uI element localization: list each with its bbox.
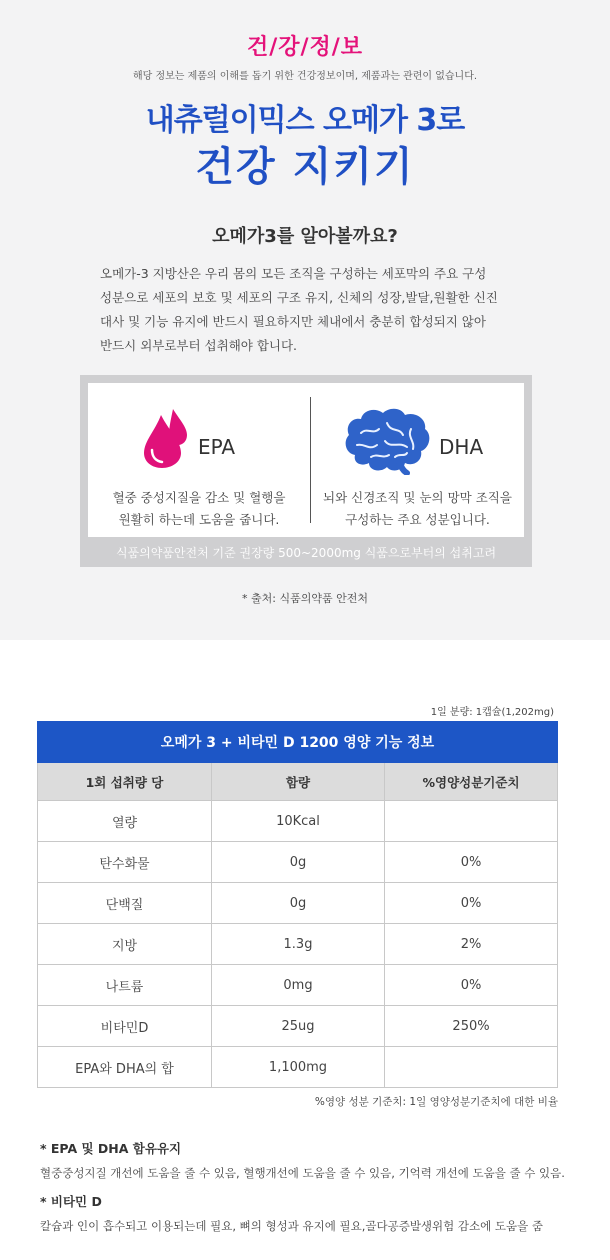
dha-description xyxy=(311,487,524,531)
epa-line: 혈중 중성지질을 감소 및 혈행을 xyxy=(112,490,286,505)
epa-line: 원활히 하는데 도움을 줍니다. xyxy=(118,512,280,527)
note-text-vitamin-d: 칼슘과 인이 흡수되고 이용되는데 필요, 뼈의 형성과 유지에 필요,골다공증발생위험 감소에 도움을 줌 xyxy=(40,1219,543,1233)
nutrient-name: EPA와 DHA의 합 xyxy=(38,1047,212,1088)
nutrient-name: 비타민D xyxy=(38,1006,212,1047)
dha-column xyxy=(311,383,524,537)
nutrient-name: 열량 xyxy=(38,801,212,842)
nutrient-percent: 0% xyxy=(385,883,558,924)
note-title-epa-dha: * EPA 및 DHA 함유유지 xyxy=(40,1141,182,1156)
disclaimer-note: 해당 정보는 제품의 이해를 돕기 위한 건강정보이며, 제품과는 관련이 없습니다. xyxy=(132,71,478,82)
nutrient-name: 지방 xyxy=(38,924,212,965)
nutrient-percent: 0% xyxy=(385,965,558,1006)
nutrient-amount: 0g xyxy=(212,842,385,883)
nutrient-amount: 10Kcal xyxy=(212,801,385,842)
epa-label: EPA xyxy=(198,435,236,459)
health-info-badge: 건/강/정/보 xyxy=(246,35,364,60)
nutrient-percent: 0% xyxy=(385,842,558,883)
nutrient-amount: 1,100mg xyxy=(212,1047,385,1088)
nutrition-title-row xyxy=(38,722,558,763)
nutrition-header-row xyxy=(38,763,558,801)
nutrient-percent xyxy=(385,801,558,842)
table-row xyxy=(38,924,558,965)
brain-icon xyxy=(341,405,433,475)
headline-line2: 건강 지키기 xyxy=(195,144,415,190)
nutrient-percent: 2% xyxy=(385,924,558,965)
dha-line: 구성하는 주요 성분입니다. xyxy=(345,512,490,527)
epa-dha-panel xyxy=(80,375,532,567)
nutrition-table xyxy=(37,721,558,1088)
dha-label: DHA xyxy=(439,435,484,459)
table-row xyxy=(38,883,558,924)
nutrient-percent: 250% xyxy=(385,1006,558,1047)
table-row xyxy=(38,1047,558,1088)
intro-line: 오메가-3 지방산은 우리 몸의 모든 조직을 구성하는 세포막의 주요 구성 xyxy=(100,266,487,281)
nutrient-percent xyxy=(385,1047,558,1088)
recommended-intake-note: 식품의약품안전처 기준 권장량 500~2000mg 식품으로부터의 섭취고려 xyxy=(115,546,497,560)
source-note: * 출처: 식품의약품 안전처 xyxy=(242,592,368,605)
table-row xyxy=(38,1006,558,1047)
nutrient-name: 탄수화물 xyxy=(38,842,212,883)
header-cell: %영양성분기준치 xyxy=(385,763,558,801)
nutrient-amount: 1.3g xyxy=(212,924,385,965)
intro-line: 성분으로 세포의 보호 및 세포의 구조 유지, 신체의 성장,발달,원활한 신진 xyxy=(100,290,498,305)
headline-line1: 내츄럴이믹스 오메가 3로 xyxy=(145,103,465,138)
percent-footnote: %영양 성분 기준치: 1일 영양성분기준치에 대한 비율 xyxy=(314,1096,558,1108)
table-row xyxy=(38,842,558,883)
note-title-vitamin-d: * 비타민 D xyxy=(40,1194,102,1209)
intro-line: 반드시 외부로부터 섭취해야 합니다. xyxy=(100,338,298,353)
nutrient-name: 단백질 xyxy=(38,883,212,924)
intro-question: 오메가3를 알아볼까요? xyxy=(212,226,398,247)
nutrient-amount: 25ug xyxy=(212,1006,385,1047)
nutrient-name: 나트륨 xyxy=(38,965,212,1006)
intro-line: 대사 및 기능 유지에 반드시 필요하지만 체내에서 충분히 합성되지 않아 xyxy=(100,314,486,329)
header-cell: 함량 xyxy=(212,763,385,801)
epa-description xyxy=(88,487,310,531)
table-row xyxy=(38,965,558,1006)
header-cell: 1회 섭취량 당 xyxy=(38,763,212,801)
epa-column xyxy=(88,383,310,537)
nutrition-title: 오메가 3 + 비타민 D 1200 영양 기능 정보 xyxy=(38,722,558,763)
intro-description xyxy=(100,262,520,358)
note-text-epa-dha: 혈중중성지질 개선에 도움을 줄 수 있음, 혈행개선에 도움을 줄 수 있음, 기억력 개선에 도움을 줄 수 있음. xyxy=(40,1166,565,1180)
table-row xyxy=(38,801,558,842)
panel-inner xyxy=(88,383,524,537)
nutrient-amount: 0g xyxy=(212,883,385,924)
dha-line: 뇌와 신경조직 및 눈의 망막 조직을 xyxy=(323,490,512,505)
serving-size: 1일 분량: 1캡슐(1,202mg) xyxy=(430,707,554,718)
nutrient-amount: 0mg xyxy=(212,965,385,1006)
drop-icon xyxy=(143,407,189,469)
